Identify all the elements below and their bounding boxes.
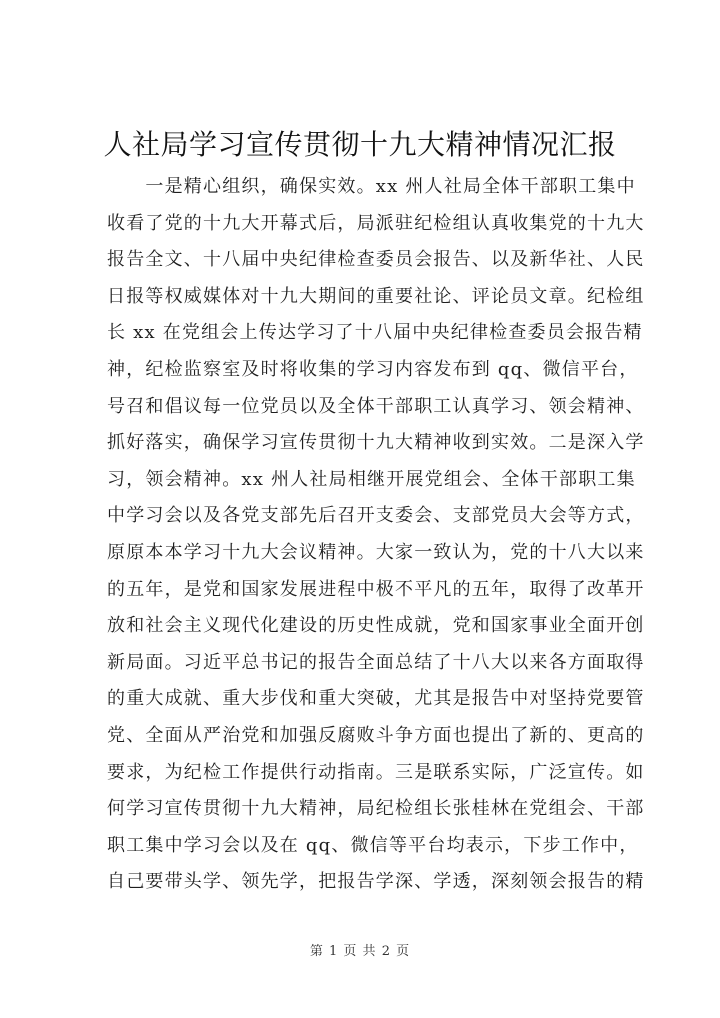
body-line: 长 xx 在党组会上传达学习了十八届中央纪律检查委员会报告精 [107,322,643,344]
body-line: 神，纪检监察室及时将收集的学习内容发布到 qq、微信平台， [107,358,639,380]
body-line: 原原本本学习十九大会议精神。大家一致认为，党的十八大以来 [107,541,645,563]
body-line: 收看了党的十九大开幕式后，局派驻纪检组认真收集党的十九大 [107,212,645,234]
page-number-footer: 第 1 页 共 2 页 [309,944,411,959]
body-line: 报告全文、十八届中央纪律检查委员会报告、以及新华社、人民 [107,249,645,271]
document-body [107,169,645,901]
body-line: 党、全面从严治党和加强反腐败斗争方面也提出了新的、更高的 [107,724,645,746]
body-line: 的五年，是党和国家发展进程中极不平凡的五年，取得了改革开 [107,578,645,600]
body-line: 新局面。习近平总书记的报告全面总结了十八大以来各方面取得 [107,651,645,673]
body-line: 中学习会以及各党支部先后召开支委会、支部党员大会等方式， [107,505,645,527]
body-line: 日报等权威媒体对十九大期间的重要社论、评论员文章。纪检组 [107,285,645,307]
body-line: 要求，为纪检工作提供行动指南。三是联系实际，广泛宣传。如 [107,761,645,783]
body-line: 的重大成就、重大步伐和重大突破，尤其是报告中对坚持党要管 [107,688,645,710]
body-line: 放和社会主义现代化建设的历史性成就，党和国家事业全面开创 [107,615,645,637]
body-line: 自己要带头学、领先学，把报告学深、学透，深刻领会报告的精 [107,871,645,893]
document-title: 人社局学习宣传贯彻十九大精神情况汇报 [103,128,617,161]
body-line: 习，领会精神。xx 州人社局相继开展党组会、全体干部职工集 [107,468,636,490]
body-line: 号召和倡议每一位党员以及全体干部职工认真学习、领会精神、 [107,395,645,417]
body-line: 何学习宣传贯彻十九大精神，局纪检组长张桂林在党组会、干部 [107,798,645,820]
body-line: 职工集中学习会以及在 qq、微信等平台均表示，下步工作中， [107,834,639,856]
body-line: 抓好落实，确保学习宣传贯彻十九大精神收到实效。二是深入学 [107,432,645,454]
body-line: 一是精心组织，确保实效。xx 州人社局全体干部职工集中 [107,176,636,197]
